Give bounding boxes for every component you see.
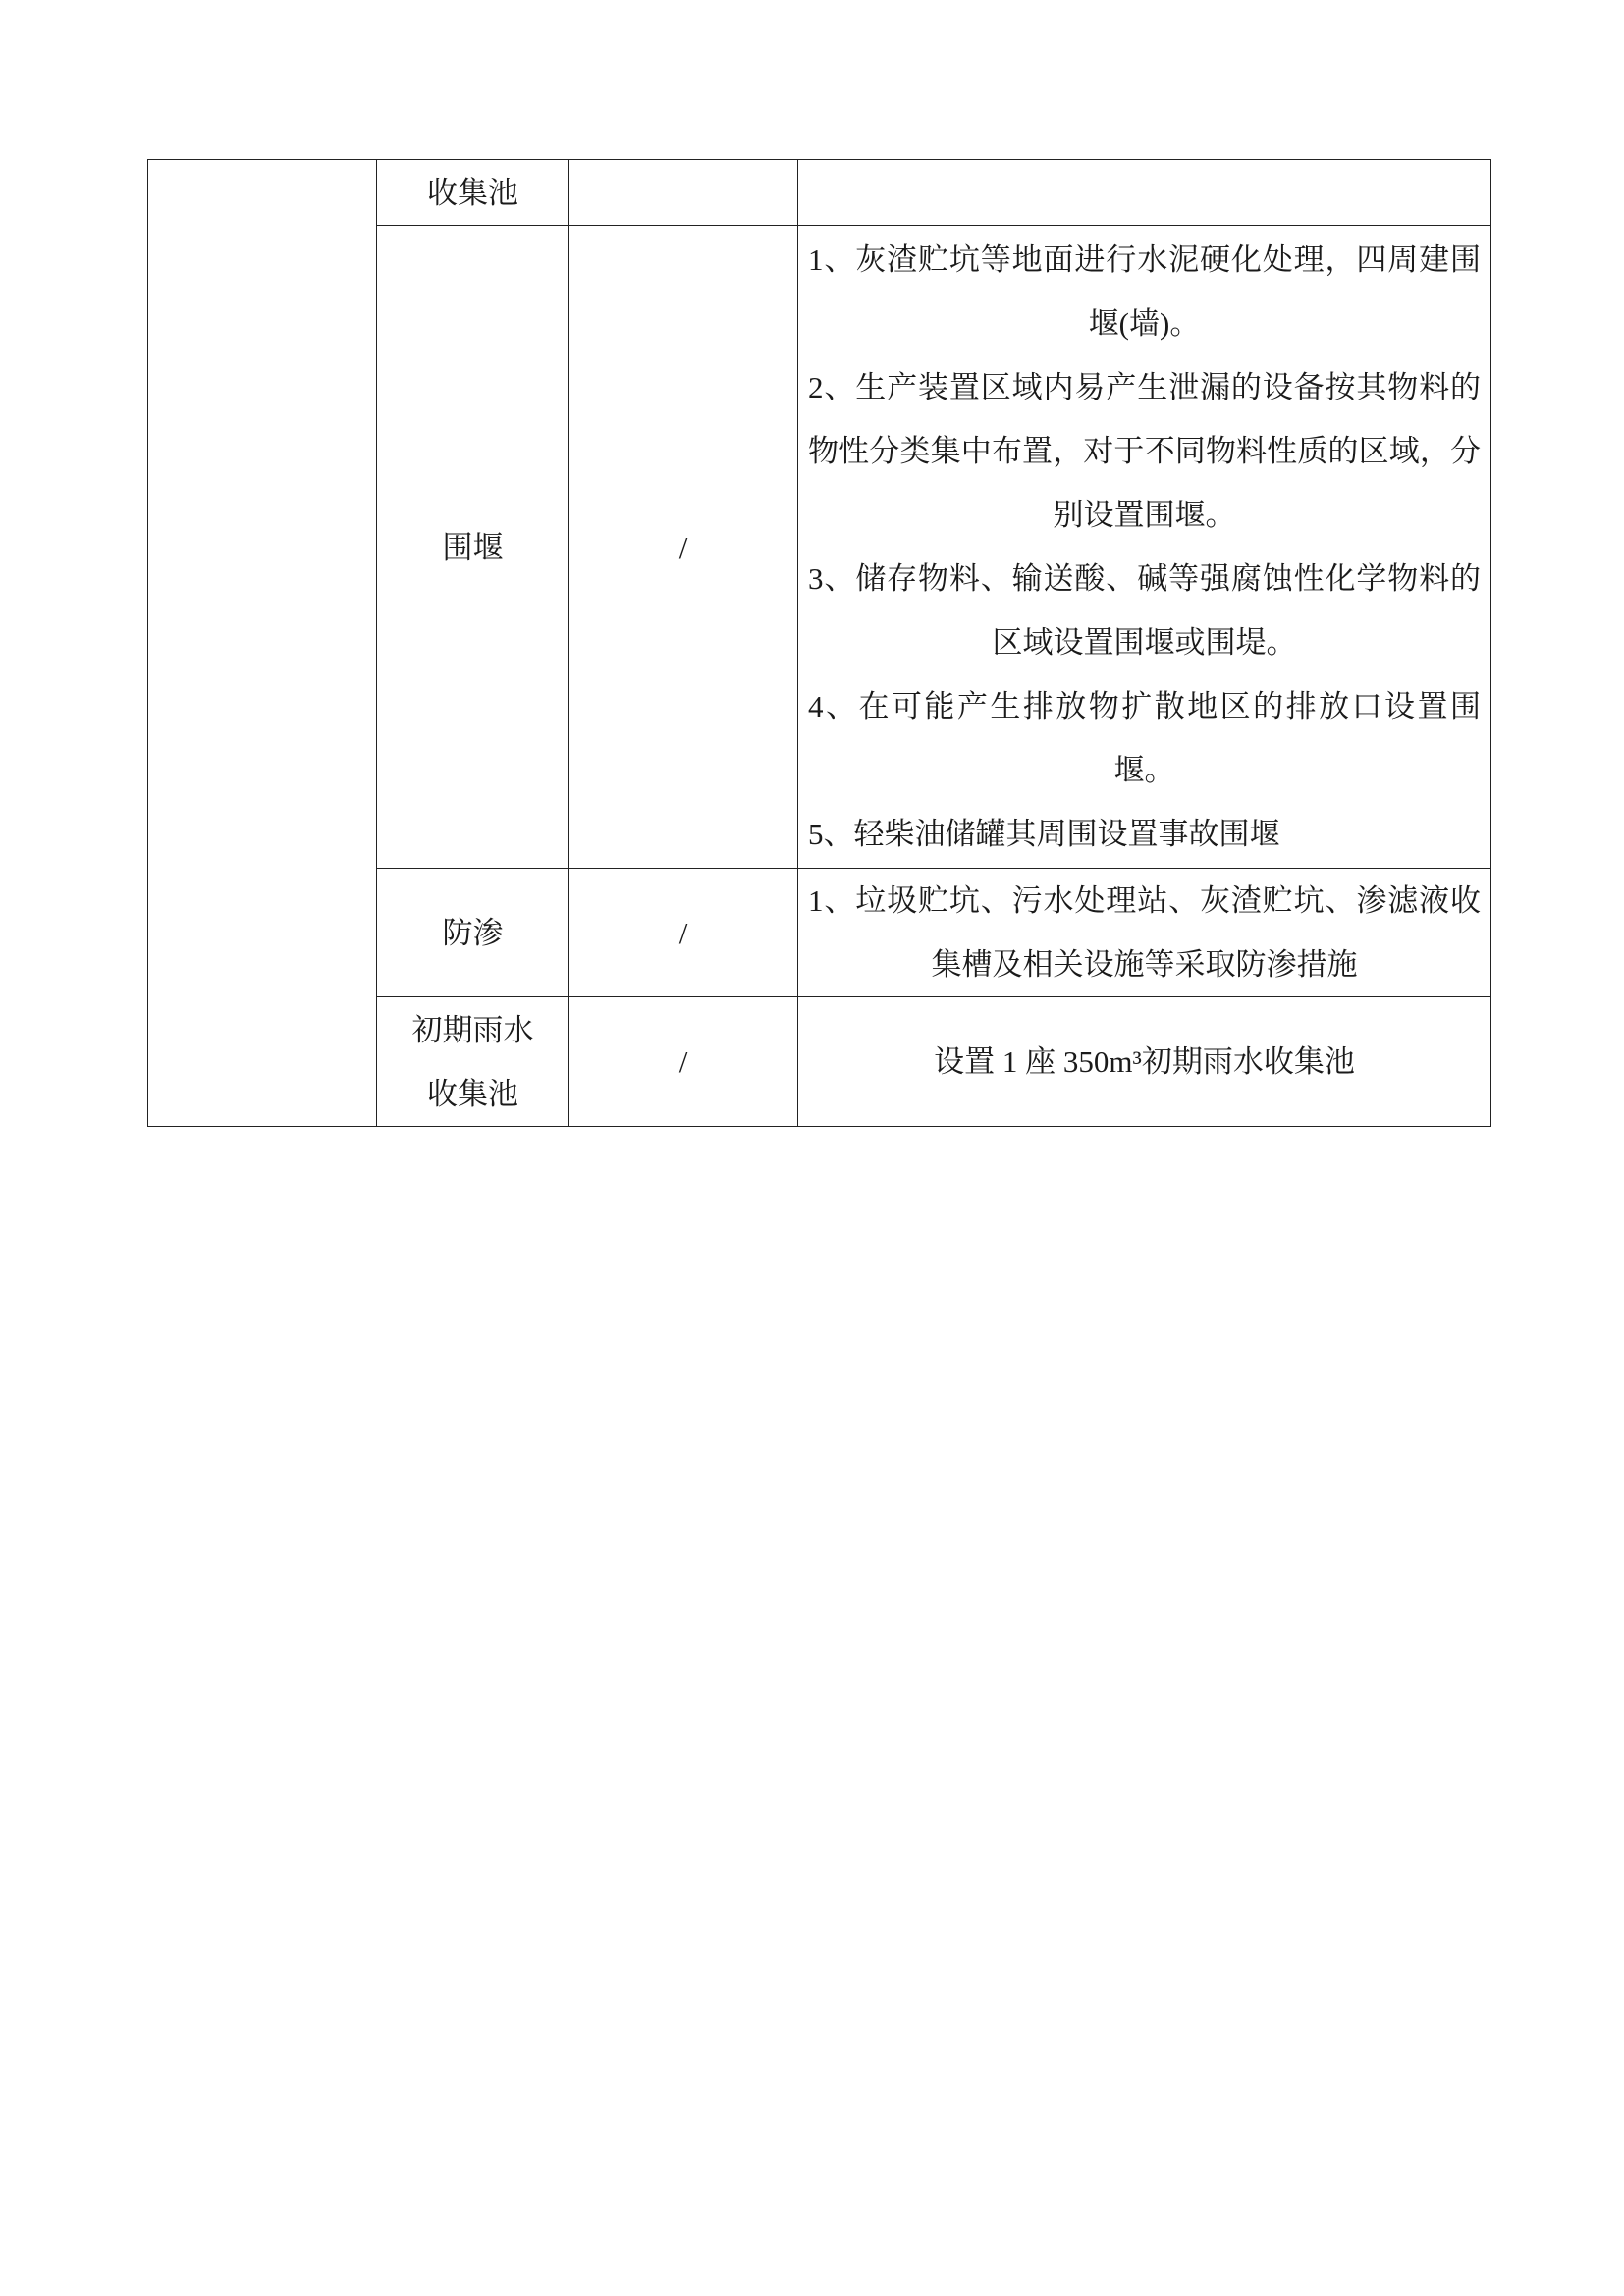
measure-item: 4、在可能产生排放物扩散地区的排放口设置围堰。 — [808, 689, 1481, 787]
measure-item: 2、生产装置区域内易产生泄漏的设备按其物料的物性分类集中布置，对于不同物料性质的区域，分别设置围堰。 — [808, 370, 1481, 532]
measure-item: 5、轻柴油储罐其周围设置事故围堰 — [808, 817, 1280, 851]
facility-cell: 收集池 — [377, 160, 569, 226]
table-row — [148, 160, 1491, 226]
value-cell: / — [569, 997, 798, 1127]
measure-cell — [798, 869, 1491, 997]
measure-item: 1、灰渣贮坑等地面进行水泥硬化处理，四周建围堰(墙)。 — [808, 242, 1481, 341]
measure-cell — [798, 226, 1491, 869]
value-cell — [569, 160, 798, 226]
value-cell: / — [569, 869, 798, 997]
measures-table — [147, 159, 1491, 1127]
measure-item: 3、储存物料、输送酸、碱等强腐蚀性化学物料的区域设置围堰或围堤。 — [808, 561, 1481, 660]
category-cell — [148, 160, 377, 1127]
facility-name-line: 收集池 — [427, 1076, 518, 1111]
value-cell: / — [569, 226, 798, 869]
measure-cell — [798, 160, 1491, 226]
facility-cell: 围堰 — [377, 226, 569, 869]
measure-cell: 设置 1 座 350m³初期雨水收集池 — [798, 997, 1491, 1127]
facility-cell — [377, 997, 569, 1127]
measure-item: 1、垃圾贮坑、污水处理站、灰渣贮坑、渗滤液收集槽及相关设施等采取防渗措施 — [808, 883, 1481, 982]
facility-cell: 防渗 — [377, 869, 569, 997]
facility-name-line: 初期雨水 — [411, 1012, 534, 1047]
